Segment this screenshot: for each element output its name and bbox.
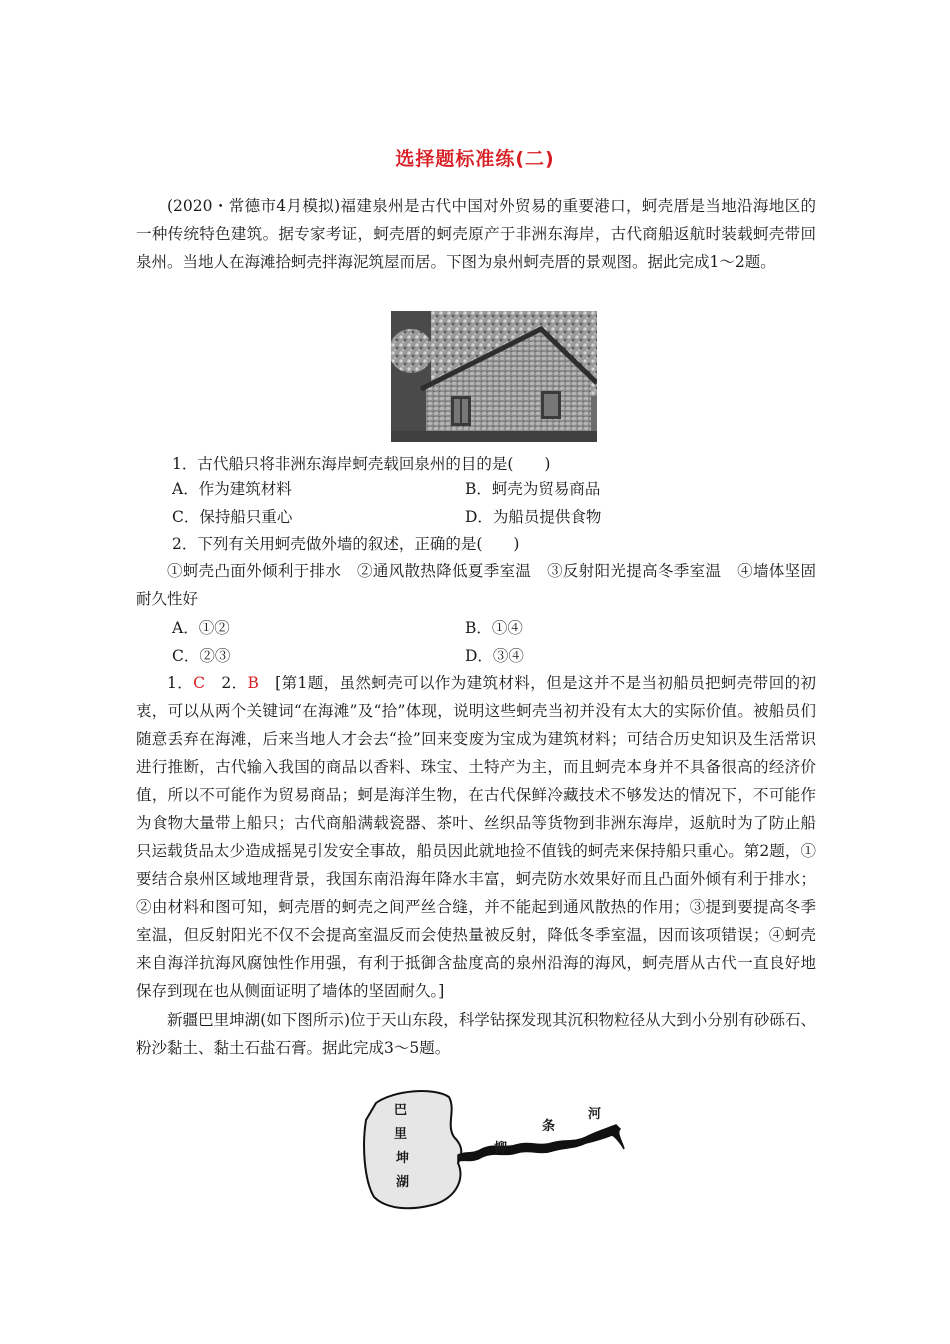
answer-explanation bbox=[136, 669, 816, 1005]
intro-paragraph-1: (2020・常德市4月模拟)福建泉州是古代中国对外贸易的重要港口，蚵壳厝是当地沿海地区的一种传统特色建筑。据专家考证，蚵壳厝的蚵壳原产于非洲东海岸，古代商船返航时装载蚵壳带回泉州。当地人在海滩拾蚵壳拌海泥筑屋而居。下图为泉州蚵壳厝的景观图。据此完成1～2题。 bbox=[136, 197, 816, 271]
barkol-lake-map bbox=[354, 1085, 634, 1215]
river-label-char-1: 柳 bbox=[494, 1141, 508, 1156]
q2-option-c: C．②③ bbox=[172, 647, 231, 665]
lake-label-char-4: 湖 bbox=[396, 1175, 410, 1190]
q1-option-d: D．为船员提供食物 bbox=[465, 508, 602, 526]
lake-label-char-1: 巴 bbox=[394, 1103, 408, 1118]
answer-1-letter: C bbox=[193, 674, 206, 692]
intro-paragraph-2: 新疆巴里坤湖(如下图所示)位于天山东段，科学钻探发现其沉积物粒径从大到小分别有砂砾石、粉沙黏土、黏土石盐石膏。据此完成3～5题。 bbox=[136, 1011, 816, 1057]
q1-option-b: B．蚵壳为贸易商品 bbox=[465, 480, 601, 498]
answer-2-number: 2． bbox=[205, 674, 248, 692]
q1-option-c: C．保持船只重心 bbox=[172, 508, 293, 526]
river-label-char-2: 条 bbox=[542, 1119, 556, 1134]
explanation-text: [第1题，虽然蚵壳可以作为建筑材料，但是这并不是当初船员把蚵壳带回的初衷，可以从两个关键词“在海滩”及“拾”体现，说明这些蚵壳当初并没有太大的实际价值。被船员们随意丢弃在海滩，后来当地人才会去“捡”回来变废为宝成为建筑材料；可结合历史知识及生活常识进行推断，古代输入我国的商品以香料、珠宝、土特产为主，而且蚵壳本身并不具备很高的经济价值，所以不可能作为贸易商品；蚵是海洋生物，在古代保鲜冷藏技术不够发达的情况下，不可能作为食物大量带上船只；古代商船满载瓷器、茶叶、丝织品等货物到非洲东海岸，返航时为了防止船只运载货品太少造成摇晃引发安全事故，船员因此就地捡不值钱的蚵壳来保持船只重心。第2题，①要结合泉州区域地理背景，我国东南沿海年降水丰富，蚵壳防水效果好而且凸面外倾有利于排水；②由材料和图可知，蚵壳厝的蚵壳之间严丝合缝，并不能起到通风散热的作用；③提到要提高冬季室温，但反射阳光不仅不会提高室温反而会使热量被反射，降低冬季室温，因而该项错误；④蚵壳来自海洋抗海风腐蚀性作用强，有利于抵御含盐度高的泉州沿海的海风，蚵壳厝从古代一直良好地保存到现在也从侧面证明了墙体的坚固耐久。] bbox=[136, 674, 816, 1000]
question-2-stem: 2．下列有关用蚵壳做外墙的叙述，正确的是( ) bbox=[172, 535, 520, 553]
q1-option-a: A．作为建筑材料 bbox=[172, 480, 292, 498]
q2-option-b: B．①④ bbox=[465, 619, 523, 637]
answer-1-number: 1． bbox=[167, 674, 194, 692]
river-label-char-3: 河 bbox=[588, 1107, 602, 1122]
page-title: 选择题标准练(二) bbox=[395, 148, 555, 170]
q2-statements: ①蚵壳凸面外倾利于排水 ②通风散热降低夏季室温 ③反射阳光提高冬季室温 ④墙体坚固耐久性好 bbox=[136, 562, 816, 608]
question-1-stem: 1．古代船只将非洲东海岸蚵壳载回泉州的目的是( ) bbox=[172, 455, 551, 473]
q2-option-d: D．③④ bbox=[465, 647, 524, 665]
lake-label-char-3: 坤 bbox=[396, 1151, 410, 1166]
answer-2-letter: B bbox=[247, 674, 259, 692]
oyster-shell-house-photo bbox=[391, 311, 597, 442]
q2-option-a: A．①② bbox=[172, 619, 230, 637]
lake-label-char-2: 里 bbox=[394, 1127, 408, 1142]
